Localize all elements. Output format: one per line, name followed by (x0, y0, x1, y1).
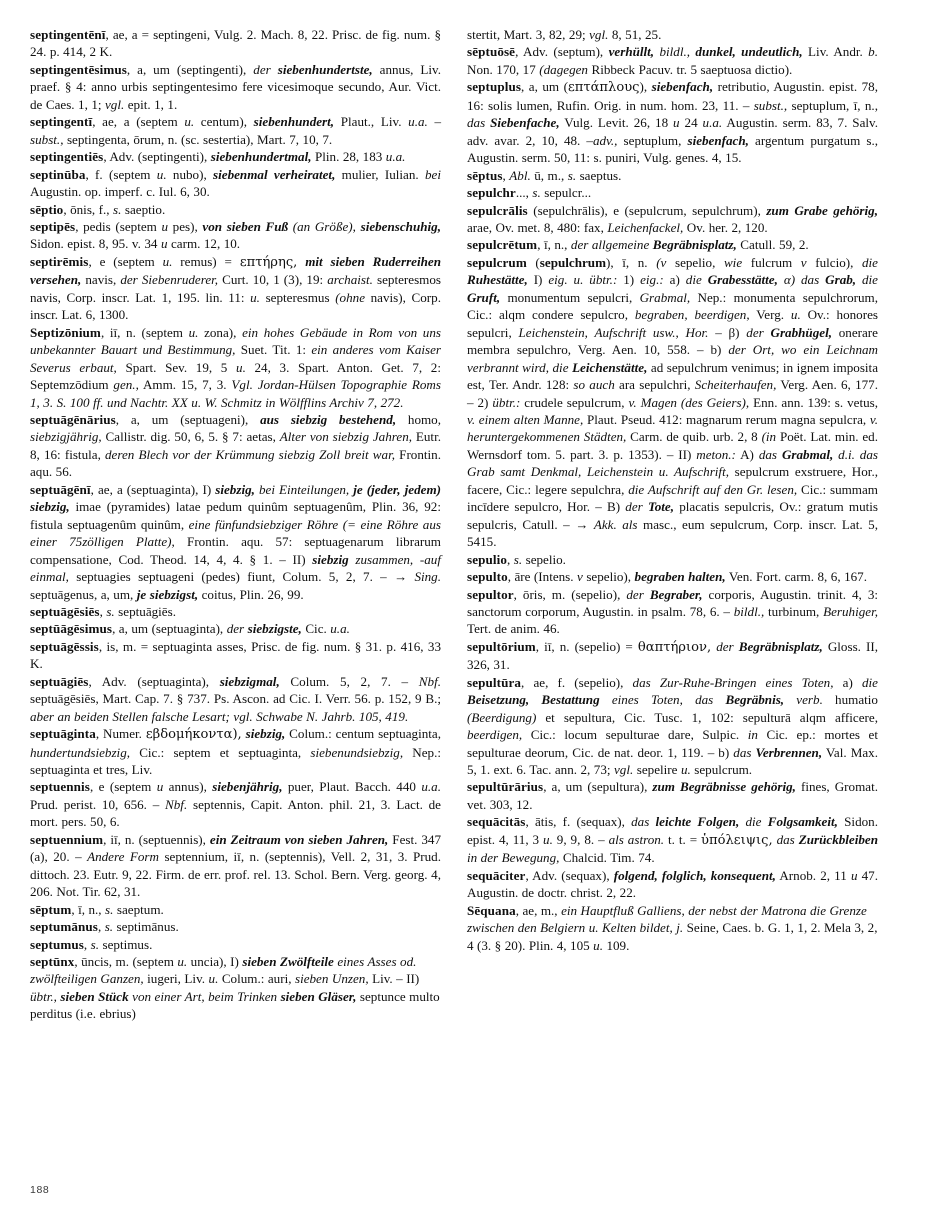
headword: septūnx (30, 954, 75, 970)
dictionary-entry: septirēmis, e (septem u. remus) = επτήρης, mit sieben Ruderreihen versehen, navis, der Siebenruderer, Curt. 10, 1 (3), 19: archaist. septeresmos navis, Corp. inscr. Lat. 1, 195. lin. 11: u. septeresmus (ohne navis), Corp. inscr. Lat. 6, 1300. (30, 253, 441, 323)
headword: sepulchr (467, 185, 516, 201)
headword: sepulcrētum (467, 237, 538, 253)
headword: sepulio (467, 551, 507, 567)
dictionary-entry: sepulcrētum, ī, n., der allgemeine Begräbnisplatz, Catull. 59, 2. (467, 237, 809, 253)
page-number: 188 (30, 1184, 50, 1196)
dictionary-entry: septuennium, iī, n. (septuennis), ein Zeitraum von sieben Jahren, Fest. 347 (a), 20. – Andere Form septennium, iī, n. (septennis), Vell. 2, 31, 3. Prud. dittoch. 23. Eutr. 9, 22. Firm. de err. prof. rel. 13. Schol. Bern. Verg. georg. 4, 206. Not. Tir. 62, 31. (30, 831, 441, 900)
headword: sepulcrālis (467, 202, 528, 218)
headword: sepultōrium (467, 638, 536, 654)
headword: septuennium (30, 831, 104, 847)
headword: septuāgēssis (30, 638, 99, 654)
headword: septuennis (30, 779, 90, 795)
dictionary-entry: septinūba, f. (septem u. nubo), siebenmal verheiratet, mulier, Iulian. bei Augustin. op. imperf. c. Iul. 6, 30. (30, 166, 441, 200)
dictionary-entry: septumānus, s. septimānus. (30, 919, 179, 935)
headword: septuāgēnī (30, 481, 91, 497)
dictionary-entry: sepultūra, ae, f. (sepelio), das Zur-Ruhe-Bringen eines Toten, a) die Beisetzung, Bestattung eines Toten, das Begräbnis, verb. humatio (Beerdigung) et sepultura, Cic. Tusc. 1, 102: sepulturā alqm afficere, beerdigen, Cic.: locum sepulturae dare, Sulpic. in Cic. ep.: mortes et sepulturae deorum, Cic. de nat. deor. 1, 119. – b) das Verbrennen, Val. Max. 5, 1. ext. 6. Tac. ann. 2, 73; vgl. sepelire u. sepulcrum. (467, 674, 878, 778)
dictionary-entry: sepultor, ōris, m. (sepelio), der Begraber, corporis, Augustin. trinit. 4, 3: sanctorum corporum, Augustin. in psalm. 78, 6. – bildl., turbinum, Beruhiger, Tert. de anim. 46. (467, 586, 878, 637)
dictionary-entry: septuplus, a, um (επτάπλους), siebenfach, retributio, Augustin. epist. 78, 16: solis lumen, Rufin. Orig. in num. hom. 23, 11. – subst., septuplum, ī, n., das Siebenfache, Vulg. Levit. 26, 18 u 24 u.a. Augustin. serm. 83, 7. Salv. adv. avar. 2, 10, 48. –adv., septuplum, siebenfach, argentum purgatum s., Augustin. serm. 50, 11: s. puniri, Vulg. genes. 4, 15. (467, 79, 879, 166)
two-column-layout (30, 26, 883, 1023)
dictionary-entry: septūnx, ūncis, m. (septem u. uncia), I) sieben Zwölfteile eines Asses od. zwölfteiligen Ganzen, iugeri, Liv. u. Colum.: auri, sieben Unzen, Liv. – II) übtr., sieben Stück von einer Art, beim Trinken sieben Gläser, septunce multo perditus (i.e. ebrius) (30, 954, 440, 1022)
headword: sēptio (30, 201, 64, 217)
headword: sēptum (30, 901, 72, 917)
headword: sepultor (467, 586, 514, 602)
dictionary-entry: sēptio, ōnis, f., s. saeptio. (30, 201, 166, 217)
dictionary-entry: septuāgēnārius, a, um (septuageni), aus siebzig bestehend, homo, siebzigjährig, Callistr. dig. 50, 6, 5. § 7: aetas, Alter von siebzig Jahren, Eutr. 8, 16: fistula, deren Blech vor der Krümmung siebzig Zoll breit war, Frontin. aqu. 56. (30, 411, 441, 480)
dictionary-entry: sēptus, Abl. ū, m., s. saeptus. (467, 167, 622, 183)
dictionary-entry: septingentī, ae, a (septem u. centum), siebenhundert, Plaut., Liv. u.a. – subst., septingenta, ōrum, n. (sc. sestertia), Mart. 7, 10, 7. (30, 114, 441, 147)
headword: septinūba (30, 166, 86, 182)
headword: sepulto (467, 569, 508, 585)
headword: septipēs (30, 218, 76, 234)
headword: Sēquana (467, 902, 516, 918)
headword: septuāgēnārius (30, 411, 116, 427)
dictionary-entry: sequāciter, Adv. (sequax), folgend, folglich, konsequent, Arnob. 2, 11 u 47. Augustin. de doctr. christ. 2, 22. (467, 867, 878, 901)
headword: sepultūra (467, 674, 522, 690)
dictionary-entry: septingentiēs, Adv. (septingenti), siebenhundertmal, Plin. 28, 183 u.a. (30, 149, 406, 165)
headword: septingentēsimus (30, 61, 127, 77)
dictionary-entry: sepulchr..., s. sepulcr... (467, 185, 592, 201)
headword: septirēmis (30, 253, 89, 269)
headword: sepultūrārius (467, 779, 544, 795)
dictionary-entry: Septizōnium, iī, n. (septem u. zona), ein hohes Gebäude in Rom von uns unbekannter Bauart und Bestimmung, Suet. Tit. 1: ein anderes vom Kaiser Severus erbaut, Spart. Sev. 19, 5 u. 24, 3. Spart. Anton. Get. 7, 2: Septemzōdium gen., Amm. 15, 7, 3. Vgl. Jordan-Hülsen Topographie Roms 1, 3. S. 100 ff. und Nachtr. XX u. W. Schmitz in Wölfflins Archiv 7, 272. (30, 324, 442, 410)
headword: sequāciter (467, 867, 526, 883)
dictionary-entry: septuāgēnī, ae, a (septuaginta), I) siebzig, bei Einteilungen, je (jeder, jedem) siebzig, imae (pyramides) latae pedum quinûm septuagenûm, Plin. 36, 92: fistula septuagenûm quinûm, eine fünfundsiebziger Röhre (= eine Röhre aus einer 75zölligen Platte), Frontin. aqu. 57: septuagenarum librarum compensatione, Cod. Theod. 14, 4, 4. § 1. – II) siebzig zusammen, -auf einmal, septuagies septuageni (pedes) fiunt, Colum. 5, 2, 7. – → Sing. septuāgenus, a, um, je siebzigst, coitus, Plin. 26, 99. (30, 481, 441, 602)
headword: septingentiēs (30, 149, 104, 165)
dictionary-entry: septuāgēssis, is, m. = septuaginta asses, Prisc. de fig. num. § 31. p. 416, 33 K. (30, 638, 441, 672)
dictionary-entry: sequācitās, ātis, f. (sequax), das leichte Folgen, die Folgsamkeit, Sidon. epist. 4, 11, 3 u. 9, 9, 8. – als astron. t. t. = ὑπόλειψις, das Zurückbleiben in der Bewegung, Chalcid. Tim. 74. (467, 814, 879, 866)
dictionary-entry: sepulcrālis (sepulchrālis), e (sepulcrum, sepulchrum), zum Grabe gehörig, arae, Ov. met. 8, 480: fax, Leichenfackel, Ov. her. 2, 120. (467, 202, 878, 235)
dictionary-entry: septumus, s. septimus. (30, 936, 153, 952)
headword: septuāgiēs (30, 673, 89, 689)
headword: sēptus (467, 167, 503, 183)
dictionary-entry: sepulto, āre (Intens. v sepelio), begraben halten, Ven. Fort. carm. 8, 6, 167. (467, 569, 867, 585)
dictionary-entry: sepultōrium, iī, n. (sepelio) = θαπτήριον, der Begräbnisplatz, Gloss. II, 326, 31. (467, 638, 878, 673)
headword: septumānus (30, 919, 98, 935)
headword: septuāginta (30, 726, 96, 742)
right-column (467, 26, 878, 954)
headword: septumus (30, 936, 84, 952)
headword: septuplus (467, 79, 522, 95)
dictionary-entry: septipēs, pedis (septem u pes), von sieben Fuß (an Größe), siebenschuhig, Sidon. epist. 8, 95. v. 34 u carm. 12, 10. (30, 218, 441, 252)
dictionary-entry: septingentēsimus, a, um (septingenti), der siebenhundertste, annus, Liv. praef. § 4: anno urbis septingentesimo fere vicesimoque secundo, Aur. Vict. de Caes. 1, 1; vgl. epit. 1, 1. (30, 61, 442, 112)
dictionary-entry: sepulio, s. sepelio. (467, 551, 566, 567)
left-column (30, 26, 441, 1023)
dictionary-entry: septuennis, e (septem u annus), siebenjährig, puer, Plaut. Bacch. 440 u.a. Prud. perist. 10, 656. – Nbf. septennis, Capit. Anton. phil. 21, 3. Lact. de mort. pers. 50, 6. (30, 779, 441, 830)
dictionary-entry: Sēquana, ae, m., ein Hauptfluß Galliens, der nebst der Matrona die Grenze zwischen den Belgiern u. Kelten bildet, j. Seine, Caes. b. G. 1, 1, 2. Mela 3, 2, 4 (3. § 20). Plin. 4, 105 u. 109. (467, 902, 878, 953)
dictionary-entry: sēptum, ī, n., s. saeptum. (30, 901, 164, 917)
dictionary-entry: septuāgiēs, Adv. (septuaginta), siebzigmal, Colum. 5, 2, 7. – Nbf. septuāgēsiēs, Mart. Cap. 7. § 737. Ps. Ascon. ad Cic. I. Verr. 56. p. 152, 9 B.; aber an beiden Stellen falsche Lesart; vgl. Schwabe N. Jahrb. 105, 419. (30, 673, 441, 724)
headword: septingentī (30, 114, 93, 130)
dictionary-entry: sepultūrārius, a, um (sepultura), zum Begräbnisse gehörig, fines, Gromat. vet. 303, 12. (467, 779, 878, 812)
headword: septūāgēsimus (30, 621, 113, 637)
dictionary-entry: septingentēnī, ae, a = septingeni, Vulg. 2. Mach. 8, 22. Prisc. de fig. num. § 24. p. 414, 2 K. (30, 27, 441, 60)
headword: septingentēnī (30, 27, 106, 42)
carryover-text: stertit, Mart. 3, 82, 29; vgl. 8, 51, 25. (467, 27, 662, 42)
headword: sepulcrum (467, 254, 527, 270)
headword: sequācitās (467, 814, 526, 830)
dictionary-entry: septuāginta, Numer. εβδομήκοντα), siebzig, Colum.: centum septuaginta, hundertundsiebzig, Cic.: septem et septuaginta, siebenundsiebzig, Nep.: septuaginta et tres, Liv. (30, 726, 442, 778)
headword: Septizōnium (30, 324, 101, 340)
headword: septuāgēsiēs (30, 603, 100, 619)
headword: sēptuōsē (467, 44, 516, 60)
dictionary-entry: sepulcrum (sepulchrum), ī, n. (v sepelio, wie fulcrum v fulcio), die Ruhestätte, I) eig. u. übtr.: 1) eig.: a) die Grabesstätte, α) das Grab, die Gruft, monumentum sepulcri, Grabmal, Nep.: monumenta sepulchrorum, Cic.: alqm condere sepulcro, begraben, beerdigen, Verg. u. Ov.: honores sepulcri, Leichenstein, Aufschrift usw., Hor. – β) der Grabhügel, onerare membra sepulchro, Verg. Aen. 10, 558. – b) der Ort, wo ein Leichnam verbrannt wird, die Leichenstätte, ad sepulchrum venimus; in ignem imposita est, Ter. Andr. 128: so auch ara sepulchri, Scheiterhaufen, Verg. Aen. 6, 177. – 2) übtr.: crudele sepulcrum, v. Magen (des Geiers), Enn. ann. 139: s. vetus, v. einem alten Manne, Plaut. Pseud. 412: magnarum rerum magna sepulcra, v. heruntergekommenen Städten, Carm. de quib. urb. 2, 8 (in Poët. Lat. min. ed. Wernsdorf tom. 5. part. 3. p. 1353). – II) meton.: A) das Grabmal, d.i. das Grab samt Denkmal, Leichenstein u. Aufschrift, sepulcrum exstruere, Hor., facere, Cic.: legere sepulchra, die Aufschrift auf den Gr. lesen, Cic.: summam incīdere sepulcro, Hor. – B) der Tote, placatis sepulcris, Ov.: gratum mutis sepulcris, Catull. – → Akk. als masc., eum sepulcrum, Corp. inscr. Lat. 5, 5415. (467, 254, 879, 550)
dictionary-entry: septuāgēsiēs, s. septuāgiēs. (30, 603, 176, 619)
dictionary-entry: septūāgēsimus, a, um (septuaginta), der siebzigste, Cic. u.a. (30, 621, 350, 637)
dictionary-entry: sēptuōsē, Adv. (septum), verhüllt, bildl., dunkel, undeutlich, Liv. Andr. b. Non. 170, 17 (dagegen Ribbeck Pacuv. tr. 5 saeptuosa dictio). (467, 44, 878, 77)
